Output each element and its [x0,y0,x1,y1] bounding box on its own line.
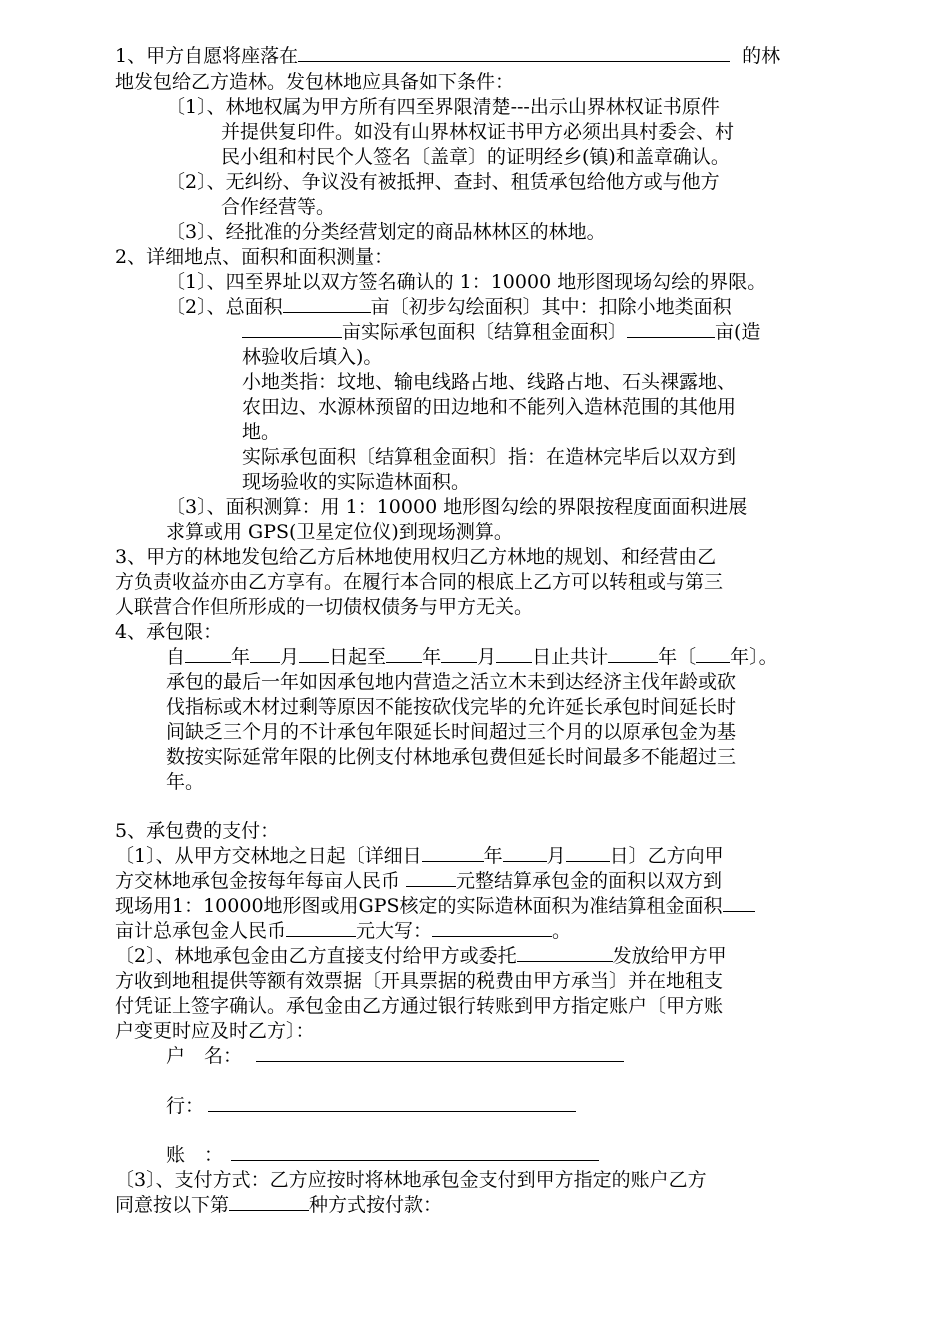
clause-4-line-2: 承包的最后一年如因承包地内营造之活立木未到达经济主伐年龄或砍 [166,671,737,693]
account-name-field: 户 名： [166,1043,624,1069]
clause-1-1-line-1: 〔1〕、林地权属为甲方所有四至界限清楚---出示山界林权证书原件 [166,96,720,118]
clause-1-2-line-2: 合作经营等。 [221,196,336,218]
clause-2-2-line-2: 亩实际承包面积〔结算租金面积〕 亩(造 [242,319,760,345]
clause-1-3: 〔3〕、经批准的分类经营划定的商品林林区的林地。 [166,221,606,243]
small-land-line-3: 地。 [242,421,281,443]
clause-1-line-1: 1、甲方自愿将座落在 的林 [115,45,781,67]
actual-area-line-1: 实际承包面积〔结算租金面积〕指：在造林完毕后以双方到 [242,446,737,468]
clause-2-heading: 2、详细地点、面积和面积测量： [115,246,394,268]
clause-2-3-line-2: 求算或用 GPS(卫星定位仪)到现场测算。 [166,521,513,543]
clause-1-line-2: 地发包给乙方造林。发包林地应具备如下条件： [115,71,515,93]
clause-4-period-line: 自 年 月 日起至 年 月 日止共计 年〔 年〕。 [166,646,778,668]
bank-field: 行： [166,1093,576,1119]
account-number-field: 账 ： [166,1142,599,1168]
clause-3-line-1: 3、甲方的林地发包给乙方后林地使用权归乙方林地的规划、和经营由乙 [115,546,717,568]
clause-2-2-line-1: 〔2〕、总面积 亩〔初步勾绘面积〕其中：扣除小地类面积 [166,296,732,318]
clause-5-3-line-1: 〔3〕、支付方式：乙方应按时将林地承包金支付到甲方指定的账户乙方 [115,1169,707,1191]
clause-5-2-line-4: 户变更时应及时乙方〕： [115,1020,315,1042]
clause-4-line-5: 数按实际延常年限的比例支付林地承包费但延长时间最多不能超过三 [166,746,737,768]
clause-4-line-3: 伐指标或木材过剩等原因不能按砍伐完毕的允许延长承包时间延长时 [166,696,737,718]
clause-5-1-line-1: 〔1〕、从甲方交林地之日起〔详细日 年 月 日〕乙方向甲 [115,845,724,867]
clause-3-line-3: 人联营合作但所形成的一切债权债务与甲方无关。 [115,596,534,618]
small-land-line-1: 小地类指：坟地、输电线路占地、线路占地、石头裸露地、 [242,371,737,393]
clause-5-1-line-4: 亩计总承包金人民币 元大写： 。 [115,920,572,942]
clause-4-line-4: 间缺乏三个月的不计承包年限延长时间超过三个月的以原承包金为基 [166,721,737,743]
actual-area-line-2: 现场验收的实际造林面积。 [242,471,471,493]
clause-1-2-line-1: 〔2〕、无纠纷、争议没有被抵押、查封、租赁承包给他方或与他方 [166,171,720,193]
clause-2-3-line-1: 〔3〕、面积测算：用 1：10000 地形图勾绘的界限按程度面面积进展 [166,496,748,518]
clause-4-line-6: 年。 [166,771,205,793]
clause-5-3-line-2: 同意按以下第 种方式按付款： [115,1194,443,1216]
clause-5-heading: 5、承包费的支付： [115,820,280,842]
clause-2-1: 〔1〕、四至界址以双方签名确认的 1：10000 地形图现场勾绘的界限。 [166,271,767,293]
clause-5-2-line-1: 〔2〕、林地承包金由乙方直接支付给甲方或委托 发放给甲方甲 [115,945,727,967]
clause-1-1-line-3: 民小组和村民个人签名〔盖章〕的证明经乡(镇)和盖章确认。 [221,146,730,168]
clause-5-1-line-3: 现场用1：10000地形图或用GPS核定的实际造林面积为准结算租金面积 [115,893,755,919]
clause-1-1-line-2: 并提供复印件。如没有山界林权证书甲方必须出具村委会、村 [221,121,735,143]
clause-5-2-line-2: 方收到地租提供等额有效票据〔开具票据的税费由甲方承当〕并在地租支 [115,970,724,992]
small-land-line-2: 农田边、水源林预留的田边地和不能列入造林范围的其他用 [242,396,737,418]
clause-4-heading: 4、承包限： [115,621,223,643]
clause-5-2-line-3: 付凭证上签字确认。承包金由乙方通过银行转账到甲方指定账户〔甲方账 [115,995,724,1017]
clause-3-line-2: 方负责收益亦由乙方享有。在履行本合同的根底上乙方可以转租或与第三 [115,571,724,593]
clause-5-1-line-2: 方交林地承包金按每年每亩人民币 元整结算承包金的面积以双方到 [115,870,723,892]
clause-2-2-line-3: 林验收后填入)。 [242,346,383,368]
